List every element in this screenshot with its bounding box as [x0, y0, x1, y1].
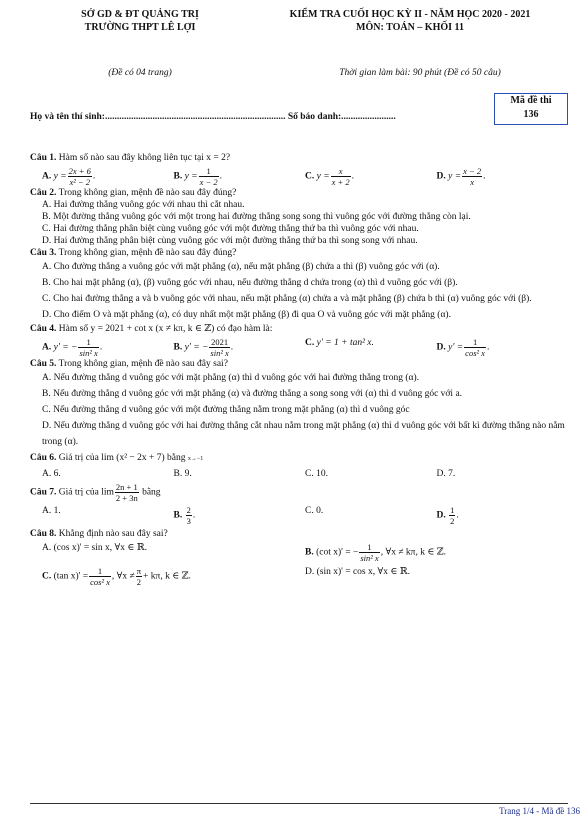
- question-text: Giá trị của lim (x² − 2x + 7) bằng: [56, 453, 186, 463]
- option-b: B. y' = − $\frac{2021}{\text{sin² x}}$ .: [173, 337, 234, 358]
- option-c: C. (tan x)' = $\frac{1}{\text{cos² x}}$ , ∀x ≠ $\frac{\pi}{2}$ + kπ, k ∈ ℤ.: [42, 566, 191, 587]
- options-row: [30, 505, 568, 526]
- option-b: B. Nếu đường thẳng d vuông góc với mặt phẳng (α) và đường thẳng a song song với (α) thì d vuông góc với a.: [42, 389, 463, 399]
- question-label: Câu 6.: [30, 453, 57, 463]
- option-d: D. Cho điểm O và mặt phẳng (α), có duy nhất một mặt phẳng (β) đi qua O và vuông góc với mặt phẳng (α).: [42, 310, 451, 320]
- limit-subscript: x→−1: [187, 456, 204, 462]
- option-b: B. (cot x)' = − $\frac{1}{\text{sin² x}}$ , ∀x ≠ kπ, k ∈ ℤ.: [305, 542, 447, 563]
- option-a: A. y = $\frac{2x + 6}{\text{x² − 2}}$ .: [42, 166, 96, 187]
- questions: [30, 152, 568, 587]
- option-d: D. Hai đường thẳng phân biệt cùng vuông góc với một đường thẳng thứ ba thì song song với nhau.: [42, 236, 418, 246]
- school-name: TRƯỜNG THPT LÊ LỢI: [84, 22, 196, 33]
- question-text: Hàm số y = 2021 + cot x (x ≠ kπ, k ∈ ℤ) có đạo hàm là:: [56, 324, 273, 334]
- question-label: Câu 4.: [30, 324, 57, 334]
- option-c: C. Nếu đường thẳng d vuông góc với một đường thẳng nằm trong mặt phẳng (α) thì d vuông góc: [42, 405, 410, 415]
- option-b: B. y = $\frac{1}{x - 2}$ .: [173, 166, 222, 187]
- question-text: Trong không gian, mệnh đề nào sau đây đúng?: [56, 188, 237, 198]
- options-row: [30, 566, 568, 587]
- header-right: [260, 8, 560, 34]
- name-label: Họ và tên thí sinh:............................................................................: [30, 112, 286, 122]
- candidate-line: [30, 112, 490, 122]
- option-a: A. Nếu đường thẳng d vuông góc với mặt phẳng (α) thì d vuông góc với hai đường thẳng trong (α).: [42, 373, 420, 383]
- option-b: B. Cho hai mặt phẳng (α), (β) vuông góc với nhau, nếu đường thẳng d chứa trong (α) thì d vuông góc với (β).: [42, 278, 458, 288]
- option-b: B. $\frac{2}{3}$ .: [173, 505, 196, 526]
- page-count: (Đề có 04 trang): [108, 68, 172, 78]
- question-3: [30, 247, 568, 259]
- option-d: D. y' = $\frac{1}{\text{cos² x}}$ .: [436, 337, 490, 358]
- question-text: Giá trị của lim: [56, 487, 114, 498]
- exam-code-box: [494, 93, 568, 125]
- question-label: Câu 3.: [30, 248, 57, 258]
- option-a: A. Hai đường thẳng vuông góc với nhau thì cắt nhau.: [42, 200, 245, 210]
- option-d: D. $\frac{1}{2}$ .: [436, 505, 459, 526]
- question-label: Câu 1.: [30, 153, 57, 163]
- question-1: [30, 152, 568, 164]
- question-4: [30, 323, 568, 335]
- option-a: A. y' = − $\frac{1}{\text{sin² x}}$ .: [42, 337, 103, 358]
- dept-name: SỞ GD & ĐT QUẢNG TRỊ: [81, 9, 199, 20]
- option-c: C. Cho hai đường thẳng a và b vuông góc với nhau, nếu mặt phẳng (α) chứa a và mặt phẳng (β) chứa b thì (α) vuông góc với (β).: [42, 294, 532, 304]
- page-footer: Trang 1/4 - Mã đề 136: [499, 806, 580, 816]
- option-b: B. Một đường thẳng vuông góc với một trong hai đường thẳng song song thì vuông góc với đường thẳng còn lại.: [42, 212, 471, 222]
- options-row: [30, 337, 568, 358]
- question-text: Trong không gian, mệnh đề nào sau đây sai?: [56, 359, 228, 369]
- option-d: D. Nếu đường thẳng d vuông góc với hai đường thẳng cắt nhau nằm trong mặt phẳng (α) thì d vuông góc với bất kì đường thẳng nào nằm trong (α).: [42, 421, 565, 447]
- option-c: C. 0.: [305, 506, 324, 516]
- option-c: C. y = $\frac{x}{x + 2}$ .: [305, 166, 355, 187]
- question-5: [30, 358, 568, 370]
- option-a: A. (cos x)' = sin x, ∀x ∈ ℝ.: [42, 543, 148, 553]
- options-row: [30, 166, 568, 187]
- exam-code-label: Mã đề thi: [510, 95, 552, 106]
- question-label: Câu 2.: [30, 188, 57, 198]
- question-text: Trong không gian, mệnh đề nào sau đây đúng?: [56, 248, 237, 258]
- question-label: Câu 8.: [30, 529, 57, 539]
- question-8: [30, 528, 568, 540]
- question-6: [30, 452, 568, 465]
- option-c: C. y' = 1 + tan² x.: [305, 338, 374, 348]
- question-label: Câu 5.: [30, 359, 57, 369]
- option-a: A. 6.: [42, 469, 61, 479]
- footer-divider: [30, 803, 568, 804]
- question-label: Câu 7.: [30, 487, 57, 498]
- option-d: D. (sin x)' = cos x, ∀x ∈ ℝ.: [305, 567, 411, 577]
- option-c: C. Hai đường thẳng phân biệt cùng vuông góc với một đường thẳng thứ ba thì vuông góc với nhau.: [42, 224, 419, 234]
- options-row: [30, 542, 568, 563]
- option-a: A. Cho đường thẳng a vuông góc với mặt phẳng (α), nếu mặt phẳng (β) chứa a thì (β) vuông góc với (α).: [42, 262, 440, 272]
- option-a: A. 1.: [42, 506, 61, 516]
- question-text: Khẳng định nào sau đây sai?: [56, 529, 168, 539]
- exam-code-value: 136: [523, 109, 539, 120]
- option-d: D. 7.: [436, 469, 456, 479]
- question-7: Câu 7. Giá trị của lim $\frac{2n + 1}{2 + 3n}$ bằng: [30, 482, 161, 503]
- id-label: Số báo danh:.......................: [287, 112, 396, 122]
- question-2: [30, 187, 568, 199]
- duration: Thời gian làm bài: 90 phút (Đề có 50 câu): [339, 68, 501, 78]
- option-d: D. y = $\frac{x - 2}{x}$ .: [436, 166, 486, 187]
- exam-title: KIỂM TRA CUỐI HỌC KỲ II - NĂM HỌC 2020 - 2021: [289, 9, 531, 20]
- question-text-end: bằng: [142, 487, 161, 498]
- question-text: Hàm số nào sau đây không liên tục tại x = 2?: [56, 153, 231, 163]
- option-c: C. 10.: [305, 469, 328, 479]
- options-row: [30, 468, 568, 480]
- header-left: [40, 8, 240, 34]
- subject: MÔN: TOÁN – KHỐI 11: [356, 22, 464, 33]
- option-b: B. 9.: [173, 469, 192, 479]
